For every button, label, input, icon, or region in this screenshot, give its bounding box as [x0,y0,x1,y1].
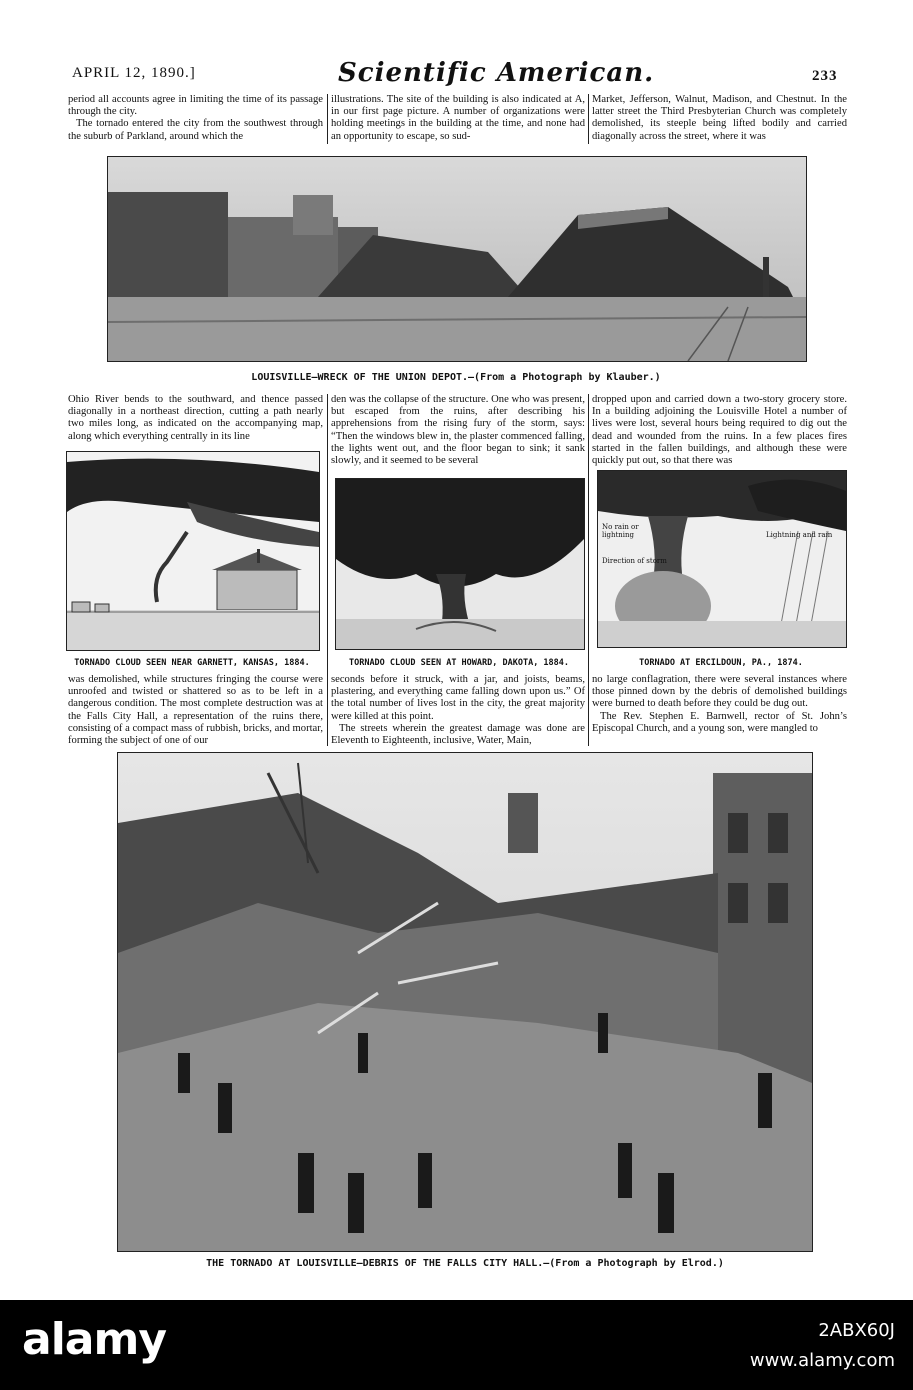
ercildoun-illustration [597,470,847,648]
paragraph: The Rev. Stephen E. Barnwell, rector of St. John’s Episcopal Church, and a young son, were mangled to [592,710,847,734]
garnett-caption: TORNADO CLOUD SEEN NEAR GARNETT, KANSAS, 1884. [74,658,310,668]
paragraph: dropped upon and carried down a two-story grocery store. In a building adjoining the Louisville Hotel a number of lives were lost, several hours being required to dig out the dead and wounded from the ruins. In a few places fires started in the fallen buildings, and although these were quickly put out, so that there was [592,394,847,467]
paragraph: The streets wherein the greatest damage was done are Eleventh to Eighteenth, inclusive, Water, Main, [331,722,585,747]
paragraph: The tornado entered the city from the southwest through the suburb of Parkland, around which the [68,118,323,142]
paragraph: no large conflagration, there were several instances where those pinned down by the debris of demolished buildings were burned to death before they could be dug out. [592,674,847,710]
falls-city-hall-photo [117,752,813,1252]
column-rule [588,394,589,746]
issue-date: APRIL 12, 1890.] [72,65,196,81]
union-depot-caption: LOUISVILLE—WRECK OF THE UNION DEPOT.—(From a Photograph by Klauber.) [251,372,661,383]
paragraph: Market, Jefferson, Walnut, Madison, and Chestnut. In the latter street the Third Presbyterian Church was completely demolished, its steeple being lifted bodily and carried diagonally across the street, where it was [592,94,847,142]
lower-column-2 [331,674,585,747]
paragraph: den was the collapse of the structure. One who was present, but escaped from the ruins, after describing his apprehensions from the rising fury of the storm, says: “Then the windows blew in, the plaster commenced falling, the lights went out, and the floor began to sink; it sank slowly, and it seemed to be several [331,394,585,467]
garnett-illustration [66,451,320,651]
column-rule [588,94,589,144]
howard-illustration [335,478,585,650]
paragraph: seconds before it struck, with a jar, and joists, beams, plastering, and everything came falling down upon us.” Of the total number of lives lost in the city, the great majority were killed at this point. [331,674,585,722]
ercildoun-label-lightning: Lightning and rain [766,531,833,539]
union-depot-photo [107,156,807,362]
middle-column-3 [592,394,847,467]
top-column-3 [592,94,847,143]
top-column-2 [331,94,585,143]
paragraph: was demolished, while structures fringing the course were unroofed and twisted or shattered so as to be left in a dangerous condition. The most complete destruction was at the Falls City Hall, a representation of the ruins there, consisting of a compact mass of rubbish, bricks, and mortar, forming the subject of one of our [68,674,323,747]
middle-column-2 [331,394,585,467]
footer-bar [0,1300,913,1390]
lower-column-1 [68,674,323,747]
masthead: Scientific American. [338,58,655,88]
top-column-1 [68,94,323,143]
column-rule [327,394,328,746]
paragraph: Ohio River bends to the southward, and thence passed diagonally in a northeast direction, cutting a path nearly two miles long, as indicated on the accompanying map, along which everything centrally in its line [68,394,323,442]
howard-caption: TORNADO CLOUD SEEN AT HOWARD, DAKOTA, 1884. [348,658,570,668]
middle-column-1 [68,394,323,443]
paragraph: illustrations. The site of the building is also indicated at A, in our first page picture. A number of organizations were holding meetings in the building at the time, and none had an opportunity to escape, so sud- [331,94,585,142]
ercildoun-label-direction: Direction of storm [602,557,667,565]
footer-brand: alamy [22,1314,166,1365]
footer-image-id: 2ABX60J [818,1320,895,1341]
falls-city-hall-caption: THE TORNADO AT LOUISVILLE—DEBRIS OF THE FALLS CITY HALL.—(From a Photograph by Elrod.) [206,1258,724,1269]
footer-site: www.alamy.com [749,1350,895,1371]
column-rule [327,94,328,144]
page-number: 233 [812,68,838,84]
paragraph: period all accounts agree in limiting the time of its passage through the city. [68,94,323,118]
ercildoun-caption: TORNADO AT ERCILDOUN, PA., 1874. [639,658,803,668]
lower-column-3 [592,674,847,735]
ercildoun-label-no-rain: No rain or lightning [602,523,639,539]
